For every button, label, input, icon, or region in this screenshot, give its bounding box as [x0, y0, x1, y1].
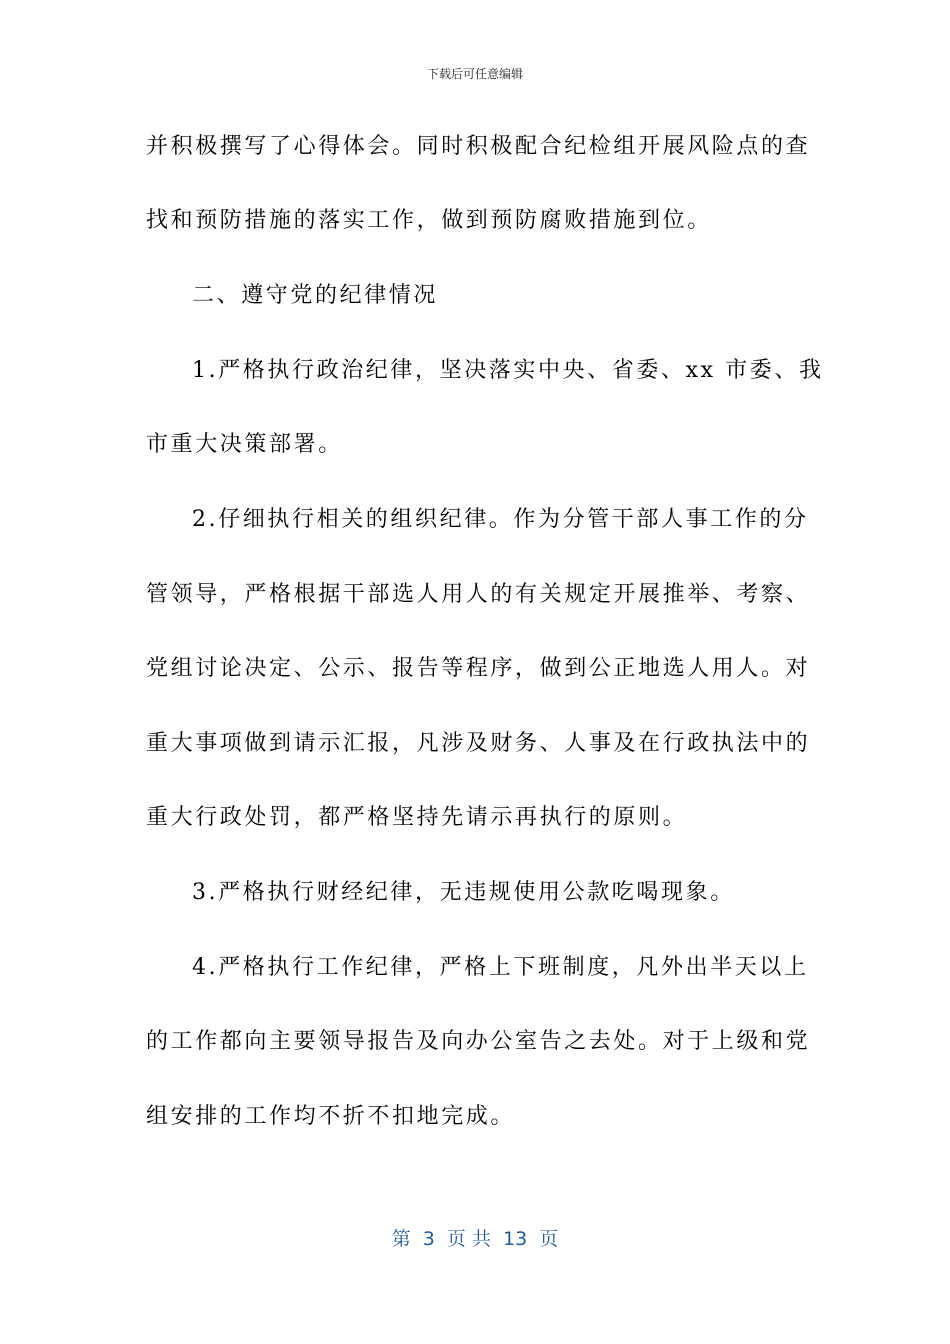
- text-line: 1.严格执行政治纪律，坚决落实中央、省委、xx 市委、我: [192, 358, 824, 383]
- text-line: 组安排的工作均不折不扣地完成。: [146, 1104, 516, 1129]
- text-line: 重大行政处罚，都严格坚持先请示再执行的原则。: [146, 805, 688, 830]
- text-line: 的工作都向主要领导报告及向办公室告之去处。对于上级和党: [146, 1029, 811, 1054]
- text-line: 管领导，严格根据干部选人用人的有关规定开展推举、考察、: [146, 582, 811, 607]
- text-line: 2.仔细执行相关的组织纪律。作为分管干部人事工作的分: [192, 507, 809, 532]
- text-line: 3.严格执行财经纪律，无违规使用公款吃喝现象。: [192, 880, 735, 905]
- page-footer: 第 3 页 共 13 页: [391, 1228, 559, 1250]
- text-line: 找和预防措施的落实工作，做到预防腐败措施到位。: [146, 208, 712, 233]
- text-line: 4.严格执行工作纪律，严格上下班制度，凡外出半天以上: [192, 955, 809, 980]
- page-header: 下载后可任意编辑: [426, 67, 523, 81]
- text-line: 重大事项做到请示汇报，凡涉及财务、人事及在行政执法中的: [146, 731, 811, 756]
- section-heading: 二、遵守党的纪律情况: [192, 283, 439, 308]
- text-line: 并积极撰写了心得体会。同时积极配合纪检组开展风险点的查: [146, 134, 811, 159]
- text-line: 市重大决策部署。: [146, 432, 343, 457]
- text-line: 党组讨论决定、公示、报告等程序，做到公正地选人用人。对: [146, 656, 811, 681]
